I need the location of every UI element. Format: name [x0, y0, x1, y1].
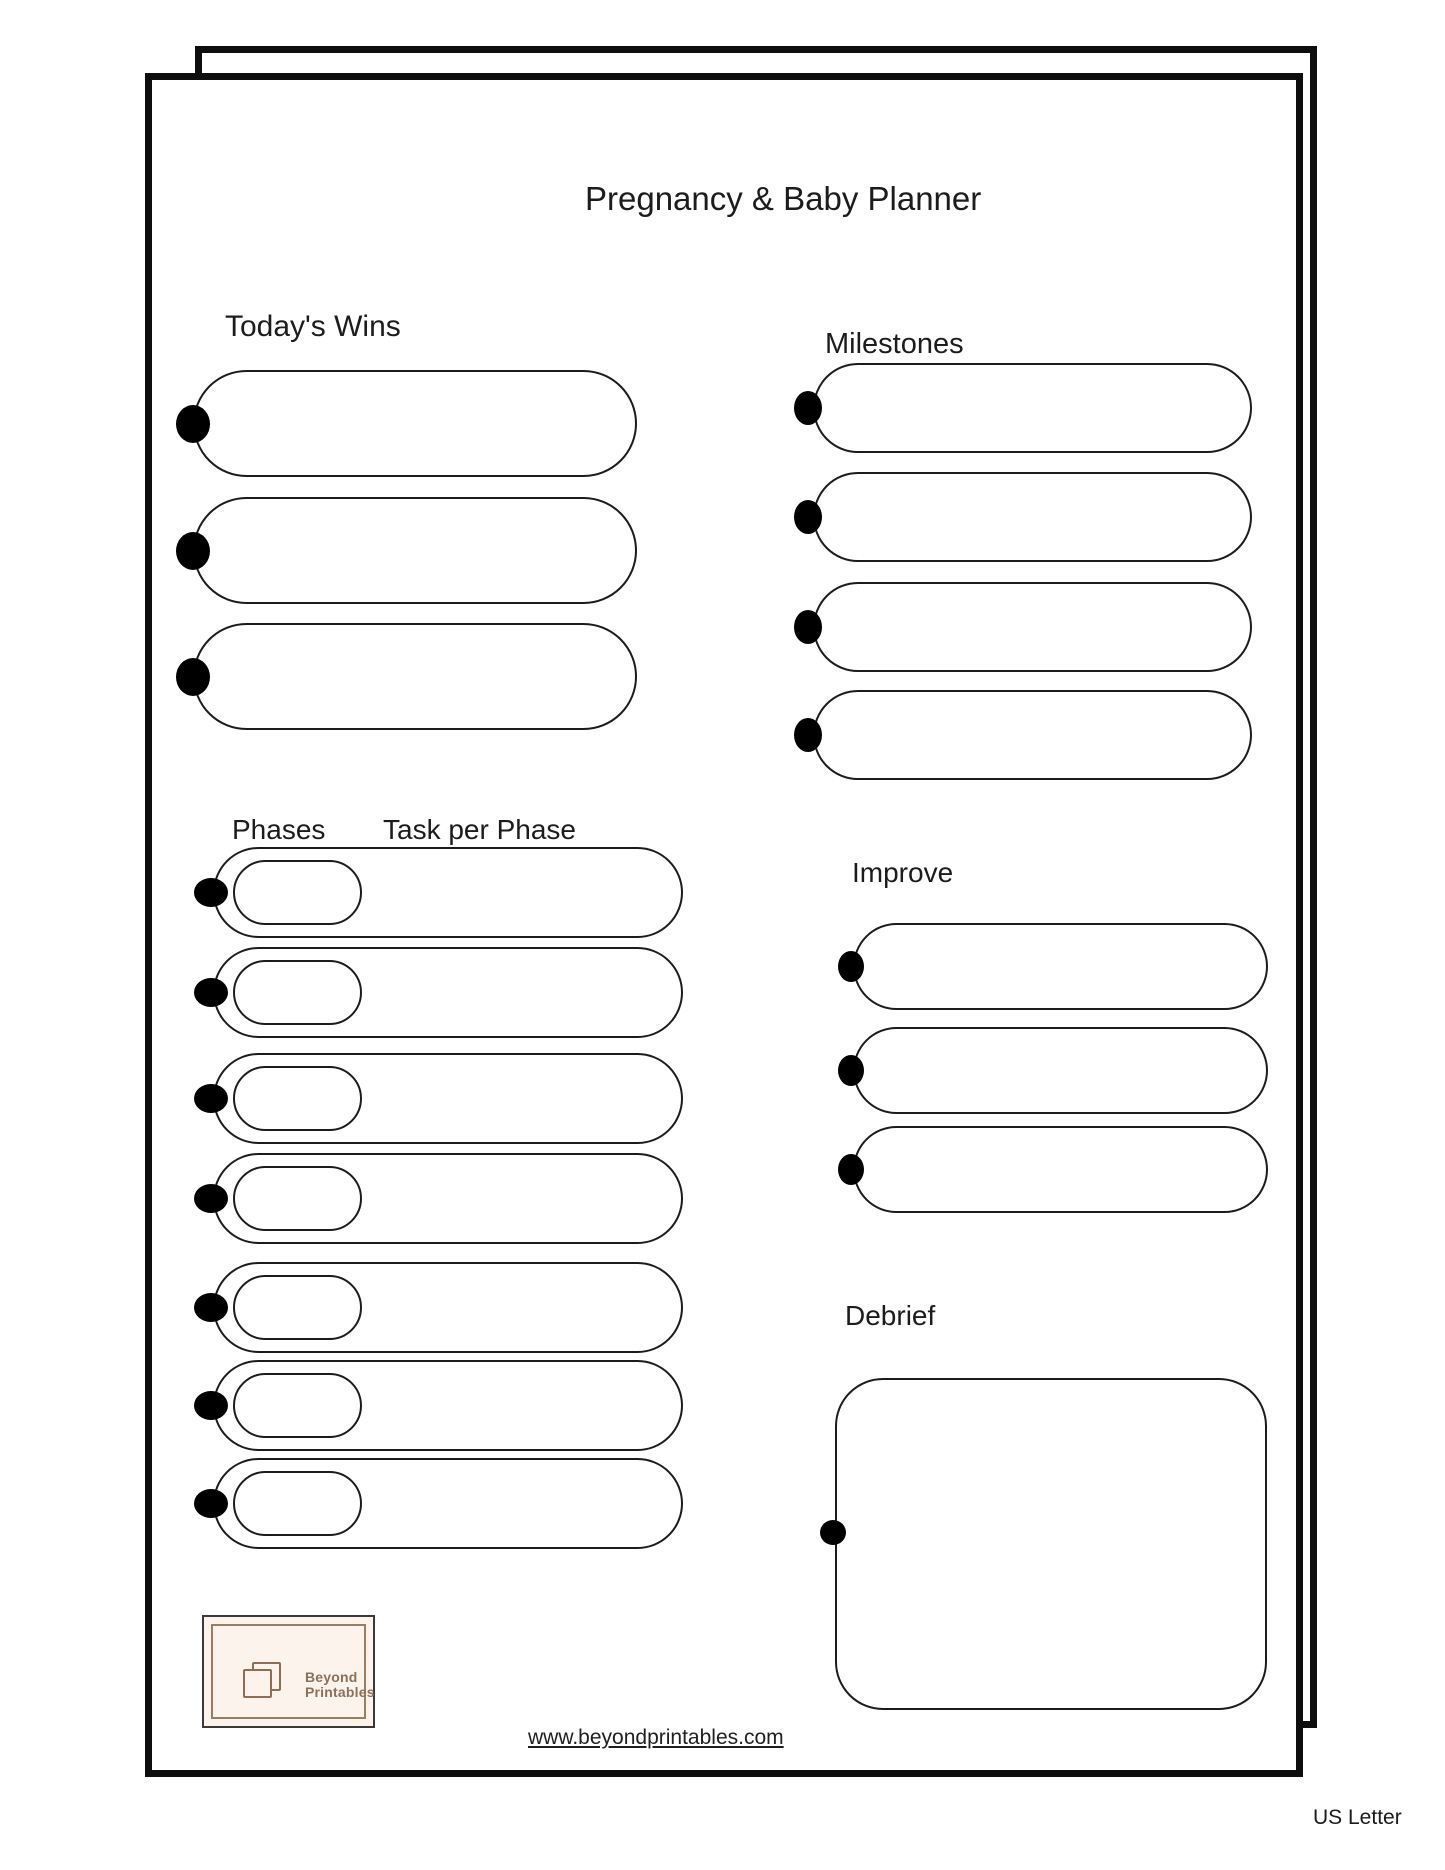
todays-wins-slot[interactable]: [193, 497, 637, 604]
bullet-dot: [194, 1084, 228, 1113]
milestone-slot[interactable]: [813, 472, 1252, 562]
logo-word-line1: Beyond: [305, 1669, 358, 1685]
bullet-dot: [820, 1520, 846, 1545]
bullet-dot: [794, 718, 822, 752]
bullet-dot: [194, 1391, 228, 1420]
pages-icon: [243, 1662, 285, 1704]
phase-slot[interactable]: [233, 1066, 362, 1131]
phase-slot[interactable]: [233, 1166, 362, 1231]
debrief-heading: Debrief: [845, 1300, 936, 1331]
paper-size-label: US Letter: [1313, 1806, 1402, 1829]
page-icon-front: [243, 1669, 272, 1698]
bullet-dot: [794, 500, 822, 534]
bullet-dot: [176, 658, 210, 696]
todays-wins-slot[interactable]: [193, 623, 637, 730]
bullet-dot: [176, 532, 210, 570]
milestones-heading: Milestones: [825, 328, 964, 360]
bullet-dot: [838, 1055, 864, 1086]
bullet-dot: [194, 1489, 228, 1518]
improve-heading: Improve: [852, 857, 954, 888]
bullet-dot: [176, 405, 210, 443]
improve-slot[interactable]: [853, 1027, 1268, 1114]
page-title: Pregnancy & Baby Planner: [585, 180, 982, 217]
debrief-notes-area[interactable]: [835, 1378, 1267, 1710]
phase-slot[interactable]: [233, 1471, 362, 1536]
bullet-dot: [794, 610, 822, 644]
bullet-dot: [194, 978, 228, 1007]
phase-slot[interactable]: [233, 960, 362, 1025]
bullet-dot: [838, 1154, 864, 1185]
milestone-slot[interactable]: [813, 690, 1252, 780]
bullet-dot: [194, 1293, 228, 1322]
logo-inner-frame: [211, 1624, 375, 1719]
phase-slot[interactable]: [233, 1275, 362, 1340]
task-per-phase-heading: Task per Phase: [383, 814, 576, 845]
logo-wordmark: [305, 1670, 375, 1700]
bullet-dot: [794, 391, 822, 425]
brand-logo: [202, 1615, 375, 1728]
logo-word-line2: Printables: [305, 1684, 375, 1700]
improve-slot[interactable]: [853, 1126, 1268, 1213]
milestone-slot[interactable]: [813, 582, 1252, 672]
phase-slot[interactable]: [233, 1373, 362, 1438]
phases-heading: Phases: [232, 814, 326, 845]
phase-slot[interactable]: [233, 860, 362, 925]
improve-slot[interactable]: [853, 923, 1268, 1010]
bullet-dot: [194, 1184, 228, 1213]
todays-wins-slot[interactable]: [193, 370, 637, 477]
bullet-dot: [838, 951, 864, 982]
website-link[interactable]: www.beyondprintables.com: [528, 1726, 784, 1749]
milestone-slot[interactable]: [813, 363, 1252, 453]
todays-wins-heading: Today's Wins: [225, 310, 401, 343]
bullet-dot: [194, 878, 228, 907]
